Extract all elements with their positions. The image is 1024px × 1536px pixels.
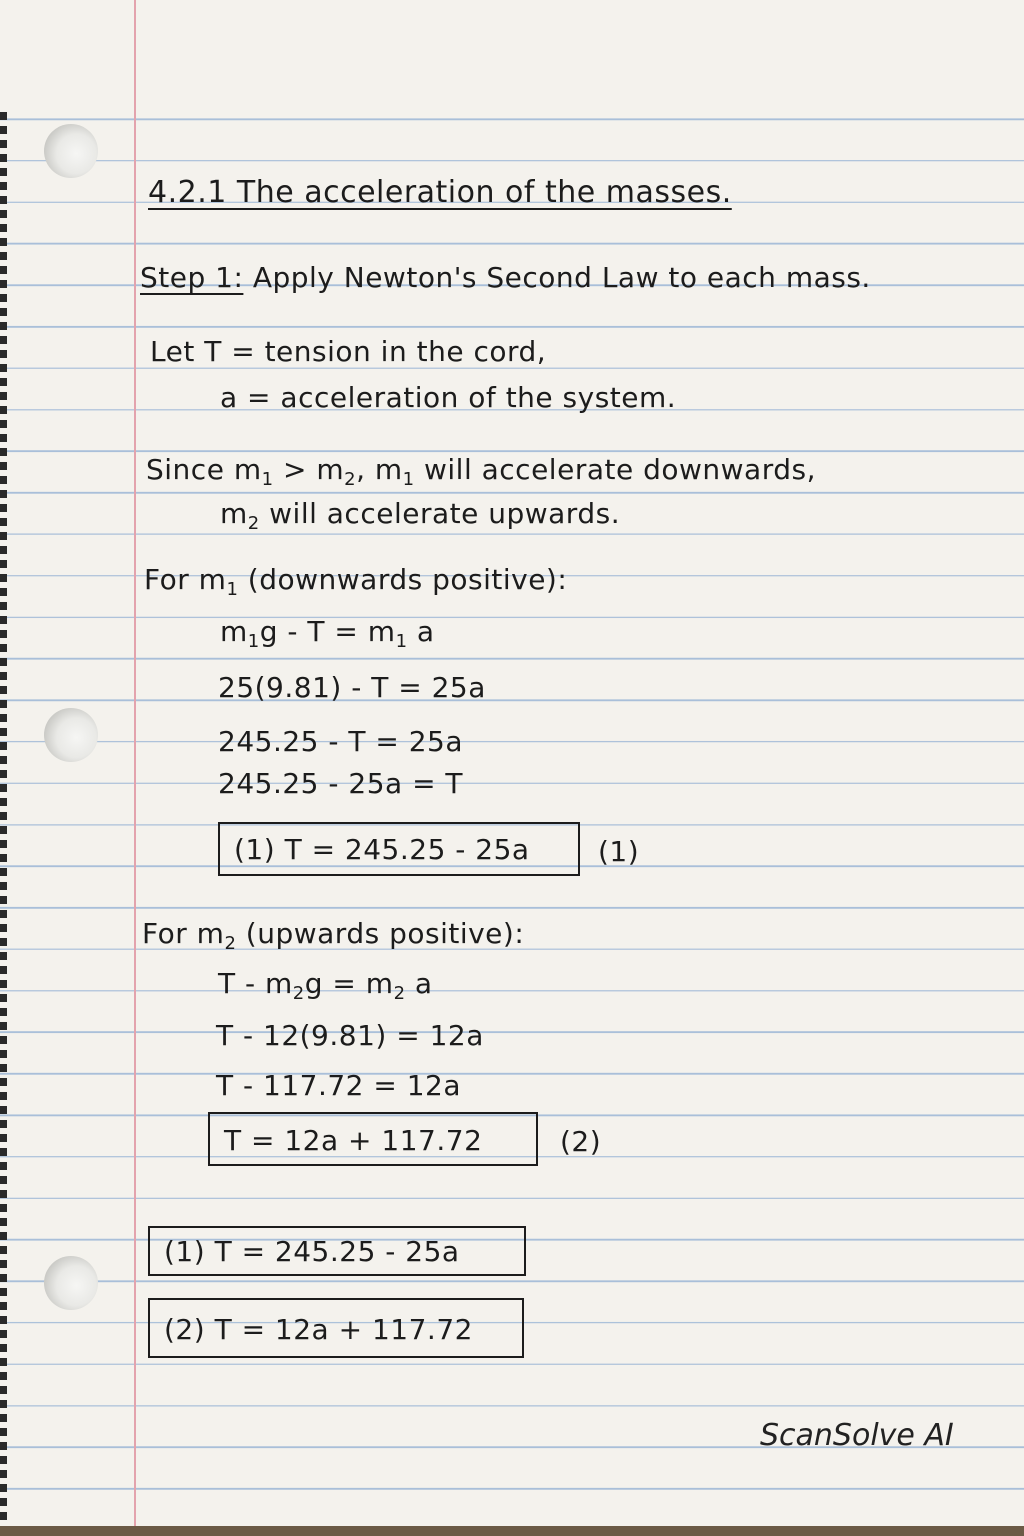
subscript: 2 xyxy=(292,983,305,1004)
punch-hole-middle xyxy=(44,708,98,762)
mass2-equation-3: T - 117.72 = 12a xyxy=(216,1069,462,1102)
page-bottom-edge xyxy=(0,1526,1024,1536)
summary-equation-2-text: (2) T = 12a + 117.72 xyxy=(164,1313,473,1346)
mass1-equation-3: 245.25 - T = 25a xyxy=(218,725,464,758)
mass1-boxed-equation xyxy=(218,822,580,876)
text-span: (downwards positive): xyxy=(238,563,568,596)
section-title: 4.2.1 The acceleration of the masses. xyxy=(148,175,732,210)
punch-hole-top xyxy=(44,124,98,178)
mass1-equation-1 xyxy=(220,615,435,652)
definition-acceleration: a = acceleration of the system. xyxy=(220,381,677,414)
text-span: Since m xyxy=(146,453,262,486)
text-span: (upwards positive): xyxy=(236,917,525,950)
mass1-heading xyxy=(144,563,568,600)
subscript: 2 xyxy=(247,513,260,534)
text-span: g - T = m xyxy=(259,615,396,648)
subscript: 1 xyxy=(402,469,415,490)
text-span: For m xyxy=(142,917,225,950)
summary-equation-1 xyxy=(148,1226,526,1276)
mass1-equation-tag: (1) xyxy=(598,835,640,868)
text-span: , m xyxy=(356,453,403,486)
reasoning-line-1 xyxy=(146,453,816,490)
text-span: will accelerate upwards. xyxy=(259,497,621,530)
subscript: 1 xyxy=(247,631,260,652)
mass2-equation-1 xyxy=(218,967,433,1004)
subscript: 1 xyxy=(395,631,408,652)
step-text: Apply Newton's Second Law to each mass. xyxy=(252,261,871,294)
spiral-binding xyxy=(0,0,7,1536)
mass2-heading xyxy=(142,917,525,954)
mass2-boxed-text: T = 12a + 117.72 xyxy=(224,1124,483,1157)
text-span: m xyxy=(220,497,248,530)
text-span: m xyxy=(220,615,248,648)
punch-hole-bottom xyxy=(44,1256,98,1310)
step-label: Step 1: xyxy=(140,261,244,294)
mass1-equation-2: 25(9.81) - T = 25a xyxy=(218,671,486,704)
text-span: g = m xyxy=(304,967,394,1000)
mass1-equation-4: 245.25 - 25a = T xyxy=(218,767,464,800)
summary-equation-1-text: (1) T = 245.25 - 25a xyxy=(164,1235,460,1268)
subscript: 1 xyxy=(226,579,239,600)
mass2-equation-2: T - 12(9.81) = 12a xyxy=(216,1019,484,1052)
brand-watermark: ScanSolve AI xyxy=(760,1418,954,1453)
summary-equation-2 xyxy=(148,1298,524,1358)
subscript: 2 xyxy=(344,469,357,490)
mass1-boxed-text: (1) T = 245.25 - 25a xyxy=(234,833,530,866)
text-span: For m xyxy=(144,563,227,596)
text-span: T - m xyxy=(218,967,293,1000)
margin-line xyxy=(134,0,136,1536)
subscript: 2 xyxy=(393,983,406,1004)
text-span: a xyxy=(405,967,433,1000)
definition-tension: Let T = tension in the cord, xyxy=(150,335,547,368)
subscript: 1 xyxy=(261,469,274,490)
mass2-equation-tag: (2) xyxy=(560,1125,602,1158)
reasoning-line-2 xyxy=(220,497,621,534)
step-line xyxy=(140,261,871,294)
subscript: 2 xyxy=(224,933,237,954)
text-span: will accelerate downwards, xyxy=(414,453,816,486)
mass2-boxed-equation xyxy=(208,1112,538,1166)
text-span: a xyxy=(407,615,435,648)
page-header-band xyxy=(0,0,1024,110)
text-span: > m xyxy=(273,453,345,486)
